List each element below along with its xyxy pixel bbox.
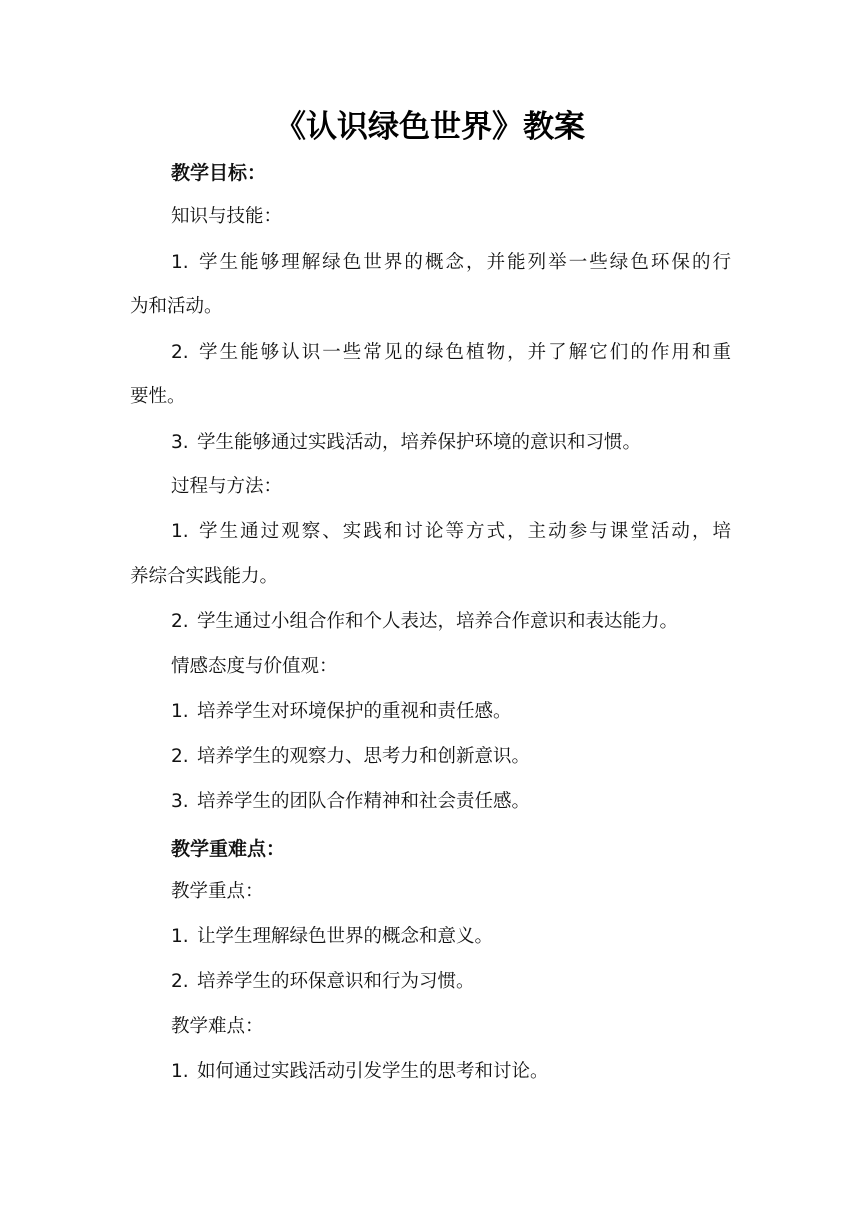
list-item: 2. 培养学生的观察力、思考力和创新意识。 [171,746,531,767]
list-item: 1. 学生能够理解绿色世界的概念，并能列举一些绿色环保的行 [171,252,731,273]
process-heading: 过程与方法： [171,476,283,497]
emotion-heading: 情感态度与价值观： [171,656,338,677]
list-item: 3. 培养学生的团队合作精神和社会责任感。 [171,791,531,812]
list-item: 2. 学生通过小组合作和个人表达，培养合作意识和表达能力。 [171,611,679,632]
list-item: 1. 让学生理解绿色世界的概念和意义。 [171,926,494,947]
key-difficult-heading: 教学重难点： [171,838,286,860]
list-item-continuation: 养综合实践能力。 [130,566,279,587]
list-item-continuation: 为和活动。 [130,296,223,317]
list-item: 1. 培养学生对环境保护的重视和责任感。 [171,701,512,722]
page-title: 《认识绿色世界》教案 [275,109,585,145]
list-item-continuation: 要性。 [130,386,186,407]
list-item: 2. 学生能够认识一些常见的绿色植物，并了解它们的作用和重 [171,342,731,363]
list-item: 1. 学生通过观察、实践和讨论等方式，主动参与课堂活动，培 [171,521,731,542]
key-heading: 教学重点： [171,881,264,902]
objectives-heading: 教学目标： [171,162,267,184]
list-item: 2. 培养学生的环保意识和行为习惯。 [171,971,475,992]
difficult-heading: 教学难点： [171,1016,264,1037]
knowledge-heading: 知识与技能： [171,206,283,227]
list-item: 1. 如何通过实践活动引发学生的思考和讨论。 [171,1061,549,1082]
list-item: 3. 学生能够通过实践活动，培养保护环境的意识和习惯。 [171,432,642,453]
